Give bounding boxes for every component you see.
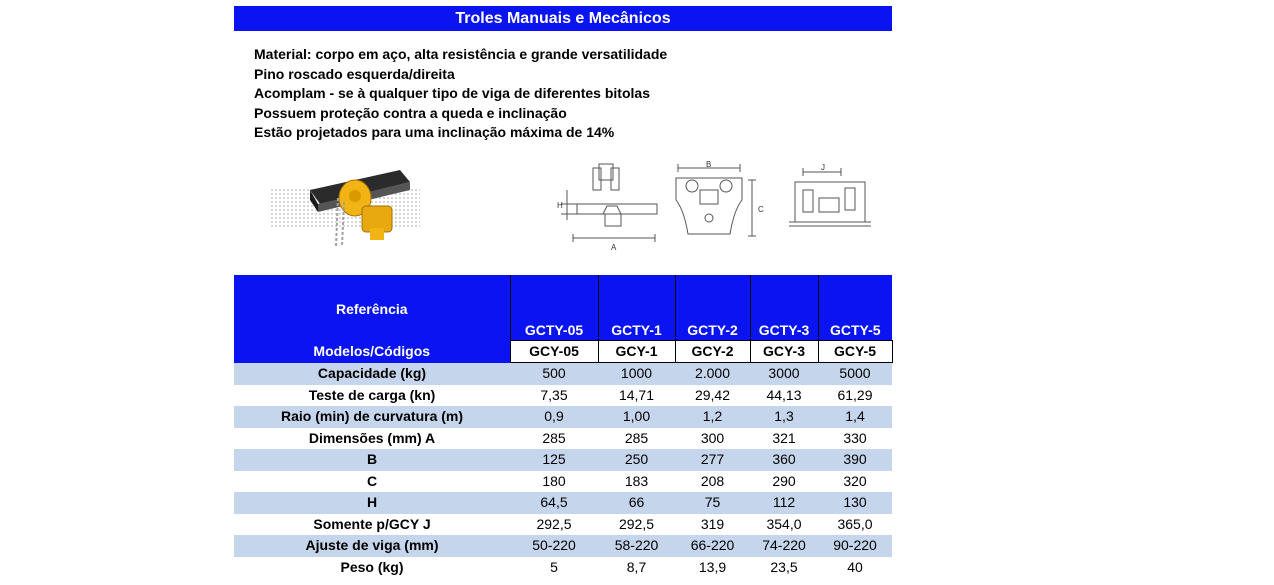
table-cell: 3000 — [750, 363, 818, 385]
table-cell: 292,5 — [536, 515, 572, 532]
table-cell: 0,9 — [510, 406, 598, 428]
table-cell: 90-220 — [818, 535, 892, 557]
code-cell: GCY-3 — [750, 340, 818, 363]
table-cell: 354,0 — [766, 515, 802, 532]
page-title: Troles Manuais e Mecânicos — [234, 6, 892, 31]
row-label: Capacidade (kg) — [234, 363, 510, 385]
table-cell: 208 — [700, 472, 725, 489]
table-cell: 14,71 — [618, 386, 655, 403]
table-row — [234, 363, 892, 385]
row-label: Dimensões (mm) A — [308, 429, 436, 446]
label-j: J — [821, 163, 825, 172]
table-cell: 66-220 — [675, 535, 750, 557]
table-cell: 500 — [510, 363, 598, 385]
table-cell: 1,2 — [675, 406, 750, 428]
table-cell: 2.000 — [675, 363, 750, 385]
code-cell: GCY-5 — [818, 340, 892, 363]
table-cell: 300 — [700, 429, 725, 446]
table-cell: 64,5 — [510, 492, 598, 514]
table-cell: 66 — [598, 492, 675, 514]
table-cell: 292,5 — [618, 515, 655, 532]
table-row — [234, 471, 892, 493]
table-cell: 5 — [550, 558, 558, 575]
table-cell: 277 — [675, 449, 750, 471]
table-cell: 13,9 — [698, 558, 727, 575]
table-cell: 61,29 — [837, 386, 873, 403]
table-cell: 285 — [624, 429, 649, 446]
table-row — [234, 514, 892, 536]
model-header: GCTY-3 — [750, 275, 818, 340]
table-cell: 319 — [700, 515, 725, 532]
table-header-row — [234, 275, 892, 340]
model-header: GCTY-1 — [598, 275, 675, 340]
table-cell: 5000 — [818, 363, 892, 385]
code-cell: GCY-05 — [510, 340, 598, 363]
table-cell: 44,13 — [766, 386, 802, 403]
table-cell: 8,7 — [626, 558, 647, 575]
code-cell: GCY-2 — [675, 340, 750, 363]
table-cell: 7,35 — [540, 386, 568, 403]
feature-item: Material: corpo em aço, alta resistência e grande versatilidade — [254, 46, 668, 62]
table-row — [234, 557, 892, 579]
table-cell: 29,42 — [694, 386, 731, 403]
feature-item: Acomplam - se à qualquer tipo de viga de diferentes bitolas — [254, 85, 650, 101]
table-cell: 390 — [818, 449, 892, 471]
model-header: GCTY-5 — [818, 275, 892, 340]
table-row — [234, 428, 892, 450]
feature-list — [254, 45, 667, 143]
table-cell: 321 — [772, 429, 796, 446]
feature-item: Estão projetados para uma inclinação máxima de 14% — [254, 124, 615, 140]
table-cell: 1,4 — [818, 406, 892, 428]
table-row — [234, 492, 892, 514]
table-cell: 130 — [818, 492, 892, 514]
top-view-diagram — [785, 160, 875, 255]
model-header: GCTY-2 — [675, 275, 750, 340]
front-view-diagram — [555, 160, 665, 255]
table-cell: 1,00 — [598, 406, 675, 428]
table-row — [234, 449, 892, 471]
model-header: GCTY-05 — [510, 275, 598, 340]
table-cell: 180 — [542, 472, 566, 489]
table-cell: 330 — [843, 429, 867, 446]
row-label: Peso (kg) — [340, 558, 404, 575]
table-cell: 365,0 — [837, 515, 873, 532]
table-cell: 75 — [675, 492, 750, 514]
feature-item: Pino roscado esquerda/direita — [254, 65, 455, 82]
table-cell: 23,5 — [770, 558, 798, 575]
table-row — [234, 385, 892, 407]
code-cell: GCY-1 — [598, 340, 675, 363]
label-a: A — [611, 243, 617, 252]
row-label: H — [234, 492, 510, 514]
table-row — [234, 406, 892, 428]
models-codes-label: Modelos/Códigos — [234, 340, 510, 363]
label-b: B — [706, 160, 712, 169]
table-cell: 320 — [843, 472, 867, 489]
row-label: Teste de carga (kn) — [308, 386, 436, 403]
row-label: Somente p/GCY J — [313, 515, 431, 532]
reference-header: Referência — [234, 275, 510, 340]
table-cell: 50-220 — [510, 535, 598, 557]
side-view-diagram — [670, 160, 770, 255]
table-cell: 250 — [598, 449, 675, 471]
table-cell: 40 — [847, 558, 863, 575]
row-label: Raio (min) de curvatura (m) — [234, 406, 510, 428]
codes-row — [234, 340, 892, 363]
table-cell: 1,3 — [750, 406, 818, 428]
label-h: H — [557, 201, 563, 210]
trolley-photo — [270, 168, 420, 248]
table-cell: 1000 — [598, 363, 675, 385]
table-cell: 183 — [624, 472, 649, 489]
table-cell: 125 — [510, 449, 598, 471]
table-cell: 74-220 — [750, 535, 818, 557]
table-cell: 58-220 — [598, 535, 675, 557]
table-cell: 290 — [772, 472, 796, 489]
feature-item: Possuem proteção contra a queda e inclinação — [254, 104, 567, 121]
row-label: C — [366, 472, 378, 489]
table-cell: 285 — [542, 429, 566, 446]
specs-table — [234, 275, 893, 578]
table-row — [234, 535, 892, 557]
table-cell: 360 — [750, 449, 818, 471]
row-label: B — [234, 449, 510, 471]
row-label: Ajuste de viga (mm) — [234, 535, 510, 557]
table-cell: 112 — [750, 492, 818, 514]
label-c: C — [758, 205, 764, 214]
